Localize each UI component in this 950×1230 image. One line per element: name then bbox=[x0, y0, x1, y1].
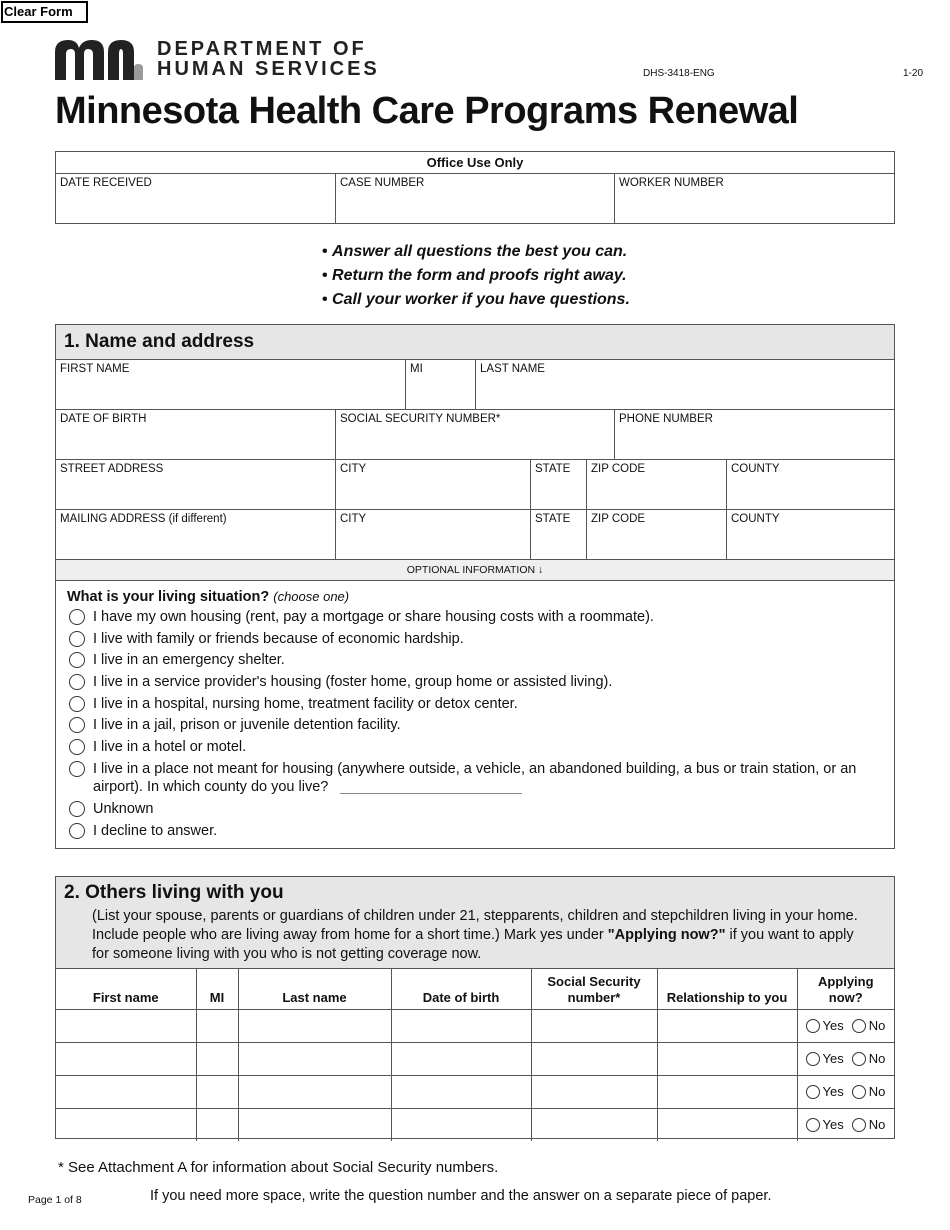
radio-button[interactable] bbox=[69, 801, 85, 817]
desc-text: (List your spouse, parents or guardians of children under 21, stepparents, children and stepchildren living in your home. Include people who are living away from home for a short time.) Mark yes under bbox=[92, 908, 858, 943]
option-label: I live with family or friends because of economic hardship. bbox=[93, 630, 464, 647]
living-option[interactable] bbox=[67, 673, 894, 695]
living-option[interactable] bbox=[67, 738, 894, 760]
mailing-zip-field[interactable] bbox=[587, 510, 727, 559]
zip-code-field[interactable] bbox=[587, 460, 727, 509]
option-label: I live in a hotel or motel. bbox=[93, 739, 247, 756]
applying-now-choice bbox=[798, 1051, 895, 1066]
living-option[interactable] bbox=[67, 822, 894, 844]
dhs-logo bbox=[55, 38, 380, 80]
first-name-field[interactable] bbox=[56, 360, 406, 409]
relationship-cell[interactable] bbox=[657, 1009, 797, 1042]
radio-button[interactable] bbox=[69, 696, 85, 712]
optional-info-label: OPTIONAL INFORMATION ↓ bbox=[56, 560, 894, 581]
mailing-state-field[interactable] bbox=[531, 510, 587, 559]
last-name-cell[interactable] bbox=[238, 1108, 391, 1141]
dob-cell[interactable] bbox=[391, 1042, 531, 1075]
field-label: MI bbox=[410, 363, 423, 375]
relationship-cell[interactable] bbox=[657, 1108, 797, 1141]
county-field[interactable] bbox=[727, 460, 894, 509]
col-last-name: Last name bbox=[238, 969, 391, 1009]
field-label: STATE bbox=[535, 513, 571, 525]
field-label: ZIP CODE bbox=[591, 463, 646, 475]
city-field[interactable] bbox=[336, 460, 531, 509]
desc-text: if you want to apply for someone living with you who is not getting coverage now. bbox=[92, 927, 854, 962]
form-revision: 1-20 bbox=[903, 68, 924, 79]
no-label: No bbox=[868, 1051, 886, 1066]
no-label: No bbox=[868, 1084, 886, 1099]
option-label: I live in an emergency shelter. bbox=[93, 652, 285, 669]
col-dob: Date of birth bbox=[391, 969, 531, 1009]
field-label: CASE NUMBER bbox=[340, 177, 425, 189]
ssn-cell[interactable] bbox=[531, 1075, 657, 1108]
dob-cell[interactable] bbox=[391, 1009, 531, 1042]
yes-radio[interactable] bbox=[806, 1052, 820, 1066]
instruction-item: • Return the form and proofs right away. bbox=[322, 264, 630, 288]
radio-button[interactable] bbox=[69, 631, 85, 647]
table-row bbox=[56, 1108, 894, 1141]
living-option[interactable] bbox=[67, 608, 894, 630]
section-2-title: 2. Others living with you bbox=[64, 882, 284, 903]
table-row bbox=[56, 1009, 894, 1042]
radio-button[interactable] bbox=[69, 652, 85, 668]
date-received-field[interactable] bbox=[56, 174, 336, 224]
mi-field[interactable] bbox=[406, 360, 476, 409]
worker-number-field[interactable] bbox=[615, 174, 894, 224]
dob-cell[interactable] bbox=[391, 1108, 531, 1141]
living-option[interactable] bbox=[67, 716, 894, 738]
instruction-item: • Answer all questions the best you can. bbox=[322, 240, 630, 264]
last-name-cell[interactable] bbox=[238, 1009, 391, 1042]
logo-line-2: HUMAN SERVICES bbox=[157, 58, 380, 80]
ssn-cell[interactable] bbox=[531, 1009, 657, 1042]
mailing-address-field[interactable] bbox=[56, 510, 336, 559]
relationship-cell[interactable] bbox=[657, 1042, 797, 1075]
more-space-note: If you need more space, write the question number and the answer on a separate piece of paper. bbox=[150, 1188, 772, 1204]
mi-cell[interactable] bbox=[196, 1108, 238, 1141]
instruction-item: • Call your worker if you have questions. bbox=[322, 288, 630, 312]
case-number-field[interactable] bbox=[336, 174, 615, 224]
first-name-cell[interactable] bbox=[56, 1042, 196, 1075]
yes-radio[interactable] bbox=[806, 1019, 820, 1033]
street-address-field[interactable] bbox=[56, 460, 336, 509]
living-situation-group bbox=[56, 581, 894, 843]
mi-cell[interactable] bbox=[196, 1075, 238, 1108]
phone-number-field[interactable] bbox=[615, 410, 894, 459]
living-situation-question bbox=[67, 587, 894, 608]
col-ssn: Social Security number* bbox=[531, 969, 657, 1009]
mailing-county-field[interactable] bbox=[727, 510, 894, 559]
yes-label: Yes bbox=[822, 1117, 844, 1133]
clear-form-button[interactable]: Clear Form bbox=[1, 1, 88, 23]
first-name-cell[interactable] bbox=[56, 1009, 196, 1042]
col-applying-now: Applying now? bbox=[797, 969, 894, 1009]
field-label: DATE OF BIRTH bbox=[60, 413, 147, 425]
field-label: PHONE NUMBER bbox=[619, 413, 713, 425]
field-label: MAILING ADDRESS (if different) bbox=[60, 513, 227, 525]
mi-cell[interactable] bbox=[196, 1009, 238, 1042]
living-option[interactable] bbox=[67, 800, 894, 822]
radio-button[interactable] bbox=[69, 823, 85, 839]
others-table bbox=[56, 969, 894, 1141]
option-label: I live in a hospital, nursing home, treatment facility or detox center. bbox=[93, 695, 518, 712]
desc-bold: "Applying now?" bbox=[607, 927, 726, 943]
col-relationship: Relationship to you bbox=[657, 969, 797, 1009]
field-label: COUNTY bbox=[731, 463, 780, 475]
office-use-box bbox=[55, 151, 895, 224]
no-radio[interactable] bbox=[852, 1019, 866, 1033]
yes-radio[interactable] bbox=[806, 1085, 820, 1099]
col-mi: MI bbox=[196, 969, 238, 1009]
first-name-cell[interactable] bbox=[56, 1108, 196, 1141]
instructions-list bbox=[322, 240, 630, 312]
question-text: What is your living situation? bbox=[67, 589, 270, 605]
page-number: Page 1 of 8 bbox=[28, 1194, 82, 1206]
field-label: SOCIAL SECURITY NUMBER* bbox=[340, 413, 501, 425]
field-label: COUNTY bbox=[731, 513, 780, 525]
col-first-name: First name bbox=[56, 969, 196, 1009]
mn-logo-icon bbox=[55, 38, 143, 80]
section-1-title: 1. Name and address bbox=[64, 331, 255, 352]
section-name-address bbox=[55, 324, 895, 849]
date-of-birth-field[interactable] bbox=[56, 410, 336, 459]
field-label: STREET ADDRESS bbox=[60, 463, 164, 475]
field-label: LAST NAME bbox=[480, 363, 545, 375]
section-others-living bbox=[55, 876, 895, 1139]
last-name-field[interactable] bbox=[476, 360, 894, 409]
table-row bbox=[56, 1042, 894, 1075]
yes-radio[interactable] bbox=[806, 1118, 820, 1132]
radio-button[interactable] bbox=[69, 674, 85, 690]
ssn-footnote: * See Attachment A for information about Social Security numbers. bbox=[58, 1159, 499, 1176]
yes-label: Yes bbox=[822, 1084, 844, 1099]
field-label: DATE RECEIVED bbox=[60, 177, 152, 189]
living-option[interactable] bbox=[67, 695, 894, 717]
radio-button[interactable] bbox=[69, 739, 85, 755]
option-label: I decline to answer. bbox=[93, 822, 218, 839]
last-name-cell[interactable] bbox=[238, 1075, 391, 1108]
relationship-cell[interactable] bbox=[657, 1075, 797, 1108]
no-radio[interactable] bbox=[852, 1052, 866, 1066]
option-label: Unknown bbox=[93, 800, 154, 817]
option-label: I live in a jail, prison or juvenile detention facility. bbox=[93, 717, 401, 734]
no-label: No bbox=[868, 1117, 886, 1133]
ssn-cell[interactable] bbox=[531, 1108, 657, 1141]
dob-cell[interactable] bbox=[391, 1075, 531, 1108]
no-radio[interactable] bbox=[852, 1118, 866, 1132]
table-row bbox=[56, 1075, 894, 1108]
field-label: CITY bbox=[340, 463, 367, 475]
field-label: WORKER NUMBER bbox=[619, 177, 724, 189]
ssn-cell[interactable] bbox=[531, 1042, 657, 1075]
first-name-cell[interactable] bbox=[56, 1075, 196, 1108]
living-option[interactable] bbox=[67, 760, 894, 800]
office-use-heading: Office Use Only bbox=[56, 152, 894, 174]
page-title: Minnesota Health Care Programs Renewal bbox=[55, 90, 799, 132]
radio-button[interactable] bbox=[69, 609, 85, 625]
county-input[interactable] bbox=[340, 780, 522, 794]
yes-label: Yes bbox=[822, 1018, 844, 1033]
yes-label: Yes bbox=[822, 1051, 844, 1066]
applying-now-choice bbox=[798, 1117, 895, 1132]
last-name-cell[interactable] bbox=[238, 1042, 391, 1075]
mailing-city-field[interactable] bbox=[336, 510, 531, 559]
question-hint: (choose one) bbox=[273, 589, 350, 604]
section-2-description bbox=[56, 904, 894, 968]
radio-button[interactable] bbox=[69, 761, 85, 777]
field-label: CITY bbox=[340, 513, 367, 525]
field-label: ZIP CODE bbox=[591, 513, 646, 525]
option-label: I have my own housing (rent, pay a mortgage or share housing costs with a roommate). bbox=[93, 609, 654, 625]
no-radio[interactable] bbox=[852, 1085, 866, 1099]
form-id: DHS-3418-ENG bbox=[643, 68, 715, 79]
field-label: FIRST NAME bbox=[60, 363, 130, 375]
option-label: I live in a service provider's housing (foster home, group home or assisted living). bbox=[93, 674, 613, 691]
ssn-field[interactable] bbox=[336, 410, 615, 459]
living-option[interactable] bbox=[67, 630, 894, 652]
field-label: STATE bbox=[535, 463, 571, 475]
mi-cell[interactable] bbox=[196, 1042, 238, 1075]
state-field[interactable] bbox=[531, 460, 587, 509]
applying-now-choice bbox=[798, 1018, 895, 1033]
applying-now-choice bbox=[798, 1084, 895, 1099]
living-option[interactable] bbox=[67, 651, 894, 673]
radio-button[interactable] bbox=[69, 717, 85, 733]
option-label: I live in a place not meant for housing (anywhere outside, a vehicle, an abandoned building, a bus or train station, or an airport). In which county do you live? bbox=[93, 760, 857, 795]
no-label: No bbox=[868, 1018, 886, 1033]
logo-line-1: DEPARTMENT OF bbox=[157, 38, 367, 60]
